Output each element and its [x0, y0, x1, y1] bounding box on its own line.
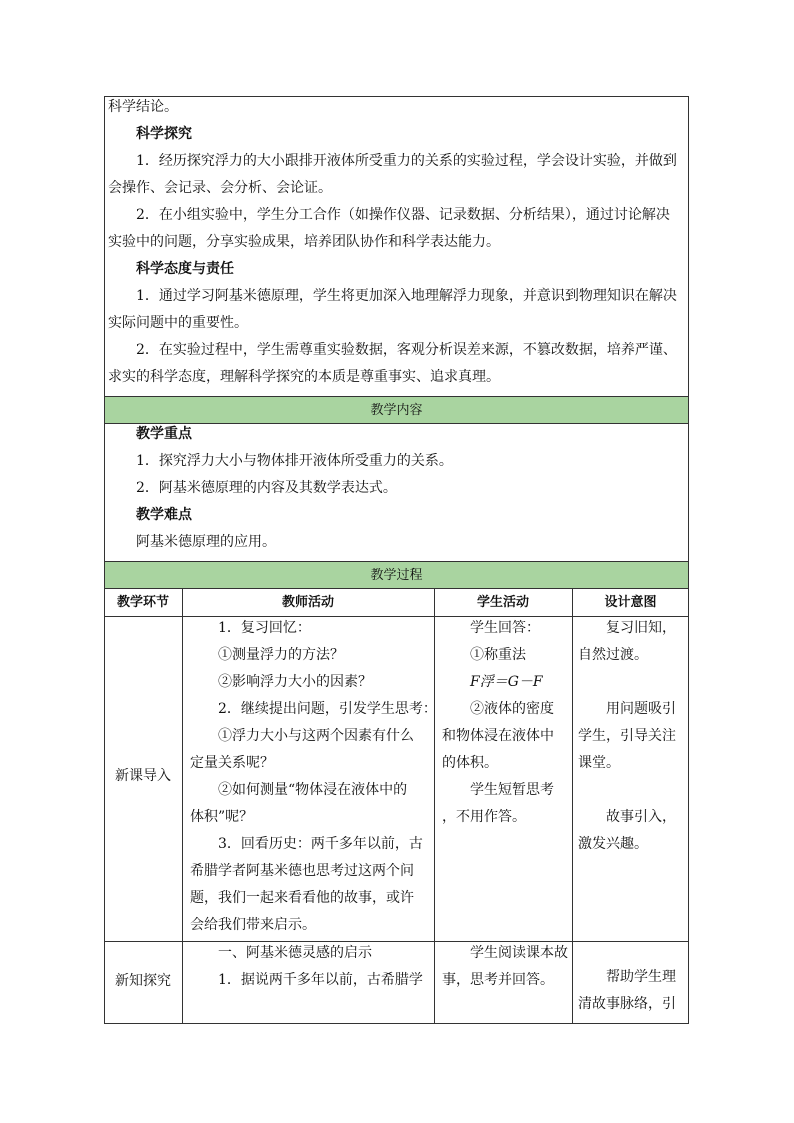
stage-intro: 新课导入 — [115, 768, 171, 784]
teacher-line: ①测量浮力的方法？ — [218, 647, 344, 663]
intent-line: 复习旧知， — [606, 620, 676, 636]
key-points-heading: 教学重点 — [136, 426, 192, 442]
objectives-text — [108, 94, 685, 391]
teacher-activity — [190, 615, 437, 939]
student-line: 学生阅读课本故 — [470, 945, 568, 961]
student-activity — [442, 615, 570, 831]
paragraph-line: 1．经历探究浮力的大小跟排开液体所受重力的关系的实验过程，学会设计实验，并做到 — [136, 153, 677, 169]
intent-line: 课堂。 — [578, 755, 620, 771]
design-intent — [578, 964, 686, 1018]
teacher-line: 体积”呢？ — [190, 809, 254, 825]
heading-inquiry: 科学探究 — [136, 126, 192, 142]
teacher-activity — [190, 940, 430, 994]
key-point: 2．阿基米德原理的内容及其数学表达式。 — [136, 480, 397, 496]
formula-line: F浮＝G－F — [470, 674, 543, 690]
intent-line: 帮助学生理 — [606, 969, 676, 985]
paragraph-line: 2．在小组实验中，学生分工合作（如操作仪器、记录数据、分析结果），通过讨论解决 — [136, 207, 670, 223]
paragraph-line: 实验中的问题，分享实验成果，培养团队协作和科学表达能力。 — [108, 234, 500, 250]
intent-spacer — [578, 669, 686, 696]
student-line: ②液体的密度 — [470, 701, 554, 717]
student-activity — [442, 940, 570, 994]
student-line: 学生回答： — [470, 620, 540, 636]
paragraph-line: 会操作、会记录、会分析、会论证。 — [108, 180, 332, 196]
paragraph-line: 实际问题中的重要性。 — [108, 315, 248, 331]
header-teacher: 教师活动 — [281, 595, 334, 610]
heading-attitude: 科学态度与责任 — [136, 261, 234, 277]
student-line: 和物体浸在液体中 — [442, 728, 554, 744]
difficulty-point: 阿基米德原理的应用。 — [136, 534, 276, 550]
teaching-process-band: 教学过程 — [104, 561, 689, 589]
student-line: ，不用作答。 — [442, 809, 526, 825]
student-line: 学生短暂思考 — [470, 782, 554, 798]
conclusion-line: 科学结论。 — [108, 99, 178, 115]
key-point: 1．探究浮力大小与物体排开液体所受重力的关系。 — [136, 453, 453, 469]
paragraph-line: 2．在实验过程中，学生需尊重实验数据，客观分析误差来源，不篡改数据，培养严谨、 — [136, 342, 677, 358]
intent-spacer — [578, 777, 686, 804]
teacher-line: 1．复习回忆： — [218, 620, 311, 636]
header-stage: 教学环节 — [116, 595, 169, 610]
column-divider — [182, 588, 183, 1024]
difficulty-heading: 教学难点 — [136, 507, 192, 523]
teaching-content-text — [108, 421, 685, 556]
student-line: 事，思考并回答。 — [442, 972, 554, 988]
student-line: 的体积。 — [442, 755, 498, 771]
paragraph-line: 1．通过学习阿基米德原理，学生将更加深入地理解浮力现象，并意识到物理知识在解决 — [136, 288, 677, 304]
column-divider — [572, 588, 573, 1024]
intent-line: 自然过渡。 — [578, 647, 648, 663]
intent-line: 用问题吸引 — [606, 701, 676, 717]
header-intent: 设计意图 — [604, 595, 657, 610]
teacher-line: 3．回看历史：两千多年以前，古 — [218, 836, 423, 852]
intent-line: 清故事脉络，引 — [578, 996, 676, 1012]
teacher-line: 一、阿基米德灵感的启示 — [218, 945, 372, 961]
teacher-line: ②如何测量“物体浸在液体中的 — [218, 782, 408, 798]
design-intent — [578, 615, 686, 858]
intent-line: 故事引入， — [606, 809, 676, 825]
paragraph-line: 求实的科学态度，理解科学探究的本质是尊重事实、追求真理。 — [108, 369, 500, 385]
teaching-content-band: 教学内容 — [104, 396, 689, 424]
intent-line: 激发兴趣。 — [578, 836, 648, 852]
teacher-line: ①浮力大小与这两个因素有什么 — [218, 728, 414, 744]
stage-explore: 新知探究 — [115, 973, 171, 989]
teacher-line: 希腊学者阿基米德也思考过这两个问 — [190, 863, 414, 879]
column-divider — [434, 588, 435, 1024]
teacher-line: ②影响浮力大小的因素？ — [218, 674, 372, 690]
header-student: 学生活动 — [476, 595, 529, 610]
teacher-line: 会给我们带来启示。 — [190, 917, 316, 933]
intent-line: 学生，引导关注 — [578, 728, 676, 744]
teacher-line: 1．据说两千多年以前，古希腊学 — [218, 972, 423, 988]
teacher-line: 2．继续提出问题，引发学生思考： — [218, 701, 437, 717]
teacher-line: 题，我们一起来看看他的故事，或许 — [190, 890, 414, 906]
teacher-line: 定量关系呢？ — [190, 755, 274, 771]
student-line: ①称重法 — [470, 647, 526, 663]
